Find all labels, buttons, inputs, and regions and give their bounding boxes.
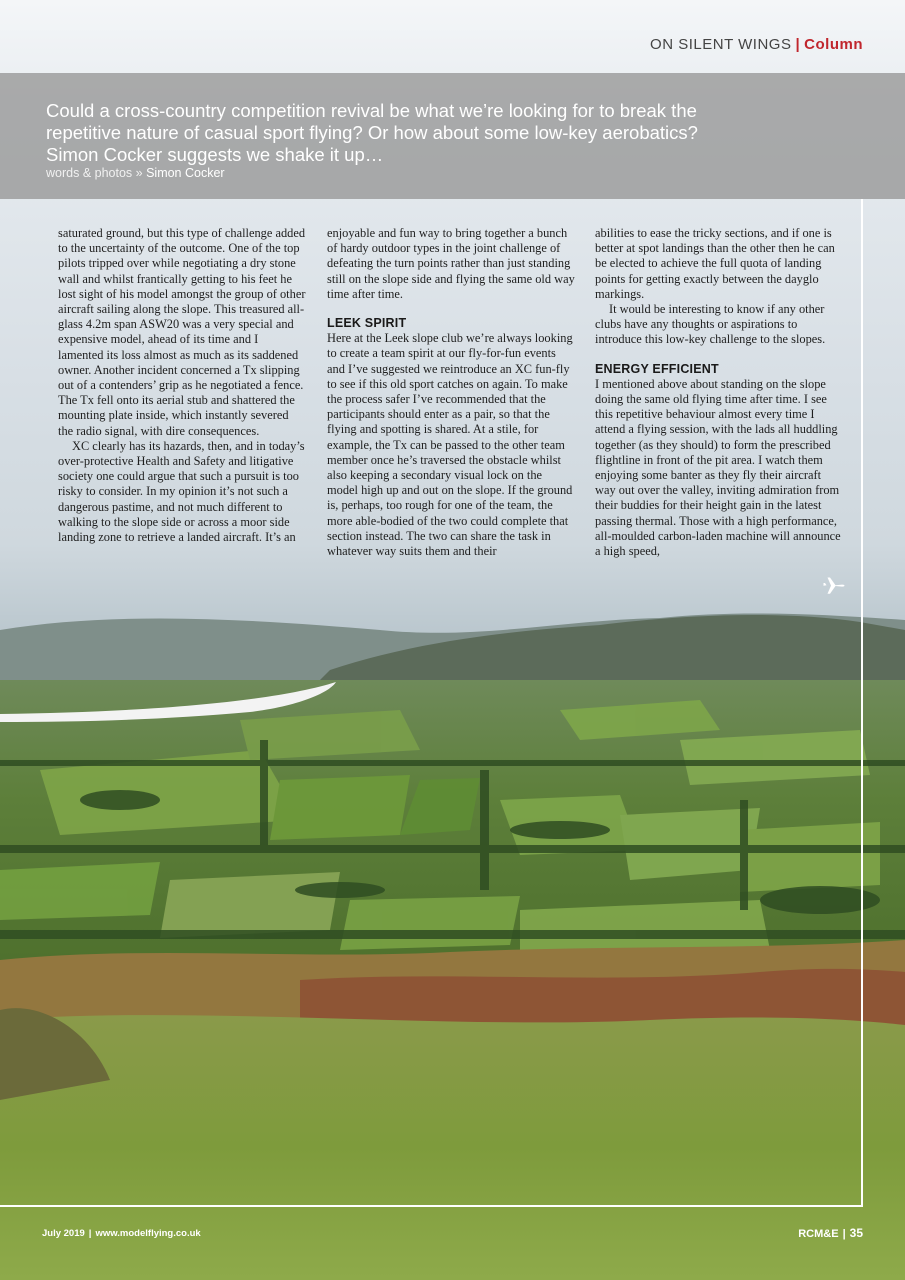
magazine-name: RCM&E <box>798 1228 839 1240</box>
article-column-2 <box>327 226 575 559</box>
paragraph: enjoyable and fun way to bring together a bunch of hardy outdoor types in the joint challenge of defeating the turn points rather than just standing still on the slope side and flying the same old way time after time. <box>327 226 575 301</box>
landscape-photo <box>0 600 905 1280</box>
paragraph: Here at the Leek slope club we’re always looking to create a team spirit at our fly-for-fun events and I’ve suggested we reintroduce an XC fun-fly to see if this old sport catches on again. To make the process safer I’ve recommended that the participants should enter as a pair, so that the flying and spotting is shared. At a stile, for example, the Tx can be passed to the other team member once he’s traversed the obstacle whilst also keeping a secondary visual lock on the model high up and out on the slope. If the ground is, perhaps, too rough for one of the team, the more able-bodied of the two could complete that section instead. The two can share the task in whatever way suits them and their <box>327 331 573 559</box>
website-link[interactable]: www.modelflying.co.uk <box>95 1228 201 1239</box>
page-number: 35 <box>849 1226 863 1240</box>
paragraph: abilities to ease the tricky sections, and if one is better at spot landings than the other then he can be elected to achieve the full quota of landing points for getting exactly between the dayglo markings. <box>595 226 835 301</box>
section-header <box>650 36 863 53</box>
footer-divider: | <box>88 1228 92 1239</box>
footer-divider: | <box>842 1228 846 1240</box>
paragraph: I mentioned above about standing on the slope doing the same old flying time after time. I see this repetitive behaviour almost every time I attend a flying session, with the lads all huddling together (as they should) to form the prescribed flightline in front of the pit area. I watch them enjoying some banter as they fly their aircraft way out over the valley, inviting admiration from their buddies for their height gain in the latest passing thermal. Those with a high performance, all-moulded carbon-laden machine will announce a high speed, <box>595 376 841 559</box>
aircraft-icon <box>822 573 846 597</box>
article-column-3 <box>595 226 843 559</box>
standfirst-text: Could a cross-country competition revival be what we’re looking for to break the repetitive nature of casual sport flying? Or how about some low-key aerobatics? Simon Cocker suggests we shake it up… <box>46 100 698 165</box>
header-separator: | <box>795 36 801 53</box>
frame-border-right <box>861 199 863 1207</box>
byline <box>46 166 225 180</box>
article-column-1 <box>58 226 306 545</box>
author-name: Simon Cocker <box>146 166 225 180</box>
subheading-energy-efficient: ENERGY EFFICIENT <box>595 361 719 376</box>
subheading-leek-spirit: LEEK SPIRIT <box>327 316 407 331</box>
paragraph: XC clearly has its hazards, then, and in today’s over-protective Health and Safety and litigative society one could argue that such a pursuit is too risky to consider. In my opinion it’s not such a dangerous pastime, and not much different to walking to the slope side or across a moor side landing zone to retrieve a landed aircraft. It’s an <box>58 438 305 545</box>
paragraph: saturated ground, but this type of challenge added to the uncertainty of the outcome. One of the top pilots tripped over while negotiating a dry stone wall and whilst frantically getting to his feet he lost sight of his model amongst the group of other aircraft sailing along the slope. This treasured all-glass 4.2m span ASW20 was a very special and expensive model, ahead of its time and I lamented its loss almost as much as its saddened owner. Another incident concerned a Tx slipping out of a contenders’ grip as he negotiated a fence. The Tx fell onto its aerial stub and shattered the mounting plate inside, which instantly severed the radio signal, with dire consequences. <box>58 226 306 438</box>
footer-folio <box>42 1228 201 1239</box>
section-name: ON SILENT WINGS <box>650 36 792 53</box>
paragraph: It would be interesting to know if any other clubs have any thoughts or aspirations to introduce this low-key challenge to the slopes. <box>595 302 826 347</box>
credit-label: words & photos » <box>46 166 143 180</box>
footer-page <box>798 1226 863 1240</box>
issue-date: July 2019 <box>42 1228 85 1239</box>
category-label: Column <box>804 36 863 53</box>
frame-border-bottom <box>0 1205 863 1207</box>
